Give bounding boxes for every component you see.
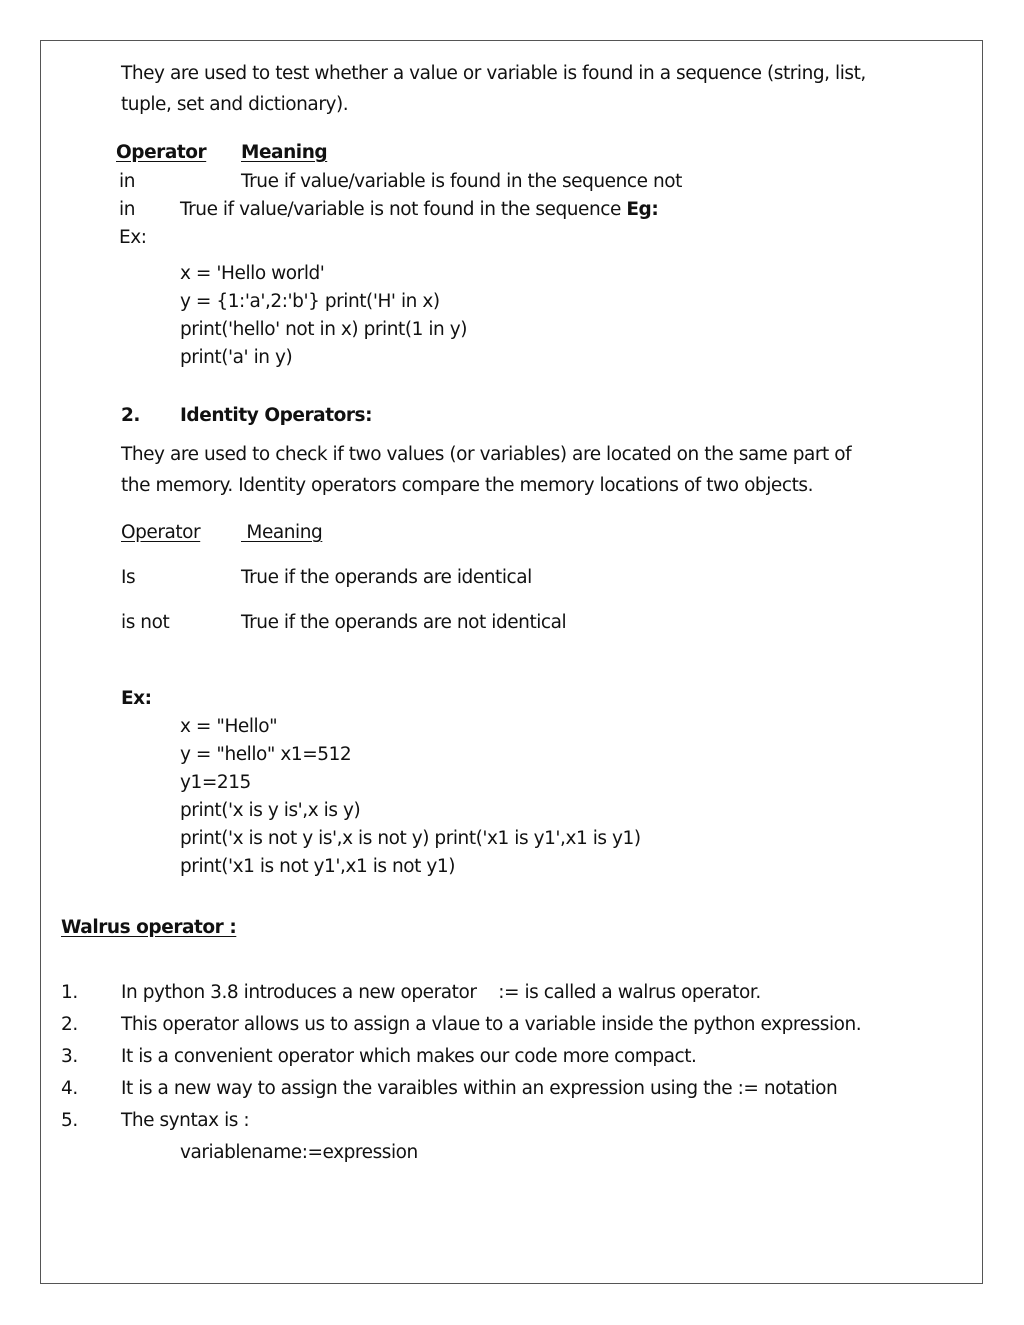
identity-code-line: y = "hello" x1=512	[180, 744, 352, 765]
identity-code-line: print('x is y is',x is y)	[180, 800, 361, 821]
walrus-heading: Walrus operator :	[61, 917, 237, 938]
identity-row2-operator: is not	[121, 612, 170, 633]
membership-code-line: print('hello' not in x) print(1 in y)	[180, 319, 468, 340]
walrus-item-number: 1.	[61, 982, 78, 1003]
walrus-item-number: 2.	[61, 1014, 78, 1035]
identity-desc-line-1: They are used to check if two values (or variables) are located on the same part of	[121, 444, 852, 465]
membership-header-operator: Operator	[116, 142, 207, 163]
identity-header-operator: Operator	[121, 522, 201, 543]
identity-section-number: 2.	[121, 405, 141, 426]
identity-row1-meaning: True if the operands are identical	[241, 567, 532, 588]
membership-row1-meaning: True if value/variable is found in the sequence not	[241, 171, 682, 192]
membership-row1-operator: in	[119, 171, 135, 192]
walrus-item-number: 5.	[61, 1110, 78, 1131]
membership-intro-line-2: tuple, set and dictionary).	[121, 94, 349, 115]
membership-code-line: y = {1:'a',2:'b'} print('H' in x)	[180, 291, 440, 312]
membership-code-line: print('a' in y)	[180, 347, 293, 368]
identity-code-line: y1=215	[180, 772, 251, 793]
membership-row2-meaning: True if value/variable is not found in the sequence	[180, 199, 621, 220]
identity-code-line: print('x is not y is',x is not y) print('x1 is y1',x1 is y1)	[180, 828, 641, 849]
identity-desc-line-2: the memory. Identity operators compare the memory locations of two objects.	[121, 475, 813, 496]
membership-row2-meaning-line	[180, 198, 658, 222]
walrus-item-text: The syntax is :	[121, 1110, 250, 1131]
identity-header-meaning: Meaning	[241, 522, 323, 543]
membership-ex-label: Ex:	[119, 227, 147, 248]
membership-row2-operator: in	[119, 199, 135, 220]
membership-code-line: x = 'Hello world'	[180, 263, 325, 284]
walrus-item-text: This operator allows us to assign a vlaue to a variable inside the python expression.	[121, 1014, 862, 1035]
walrus-item-text: It is a new way to assign the varaibles within an expression using the := notation	[121, 1078, 838, 1099]
walrus-item-text: It is a convenient operator which makes our code more compact.	[121, 1046, 697, 1067]
identity-ex-label: Ex:	[121, 688, 152, 709]
identity-code-line: print('x1 is not y1',x1 is not y1)	[180, 856, 455, 877]
walrus-item-number: 3.	[61, 1046, 78, 1067]
membership-eg-label: Eg:	[626, 199, 659, 220]
identity-section-title: Identity Operators:	[180, 405, 373, 426]
membership-intro-line-1: They are used to test whether a value or variable is found in a sequence (string, list,	[121, 63, 866, 84]
membership-header-meaning: Meaning	[241, 142, 328, 163]
identity-code-line: x = "Hello"	[180, 716, 278, 737]
identity-row1-operator: Is	[121, 567, 136, 588]
walrus-item-number: 4.	[61, 1078, 78, 1099]
walrus-item-text: In python 3.8 introduces a new operator := is called a walrus operator.	[121, 982, 761, 1003]
walrus-syntax: variablename:=expression	[180, 1142, 418, 1163]
identity-row2-meaning: True if the operands are not identical	[241, 612, 567, 633]
